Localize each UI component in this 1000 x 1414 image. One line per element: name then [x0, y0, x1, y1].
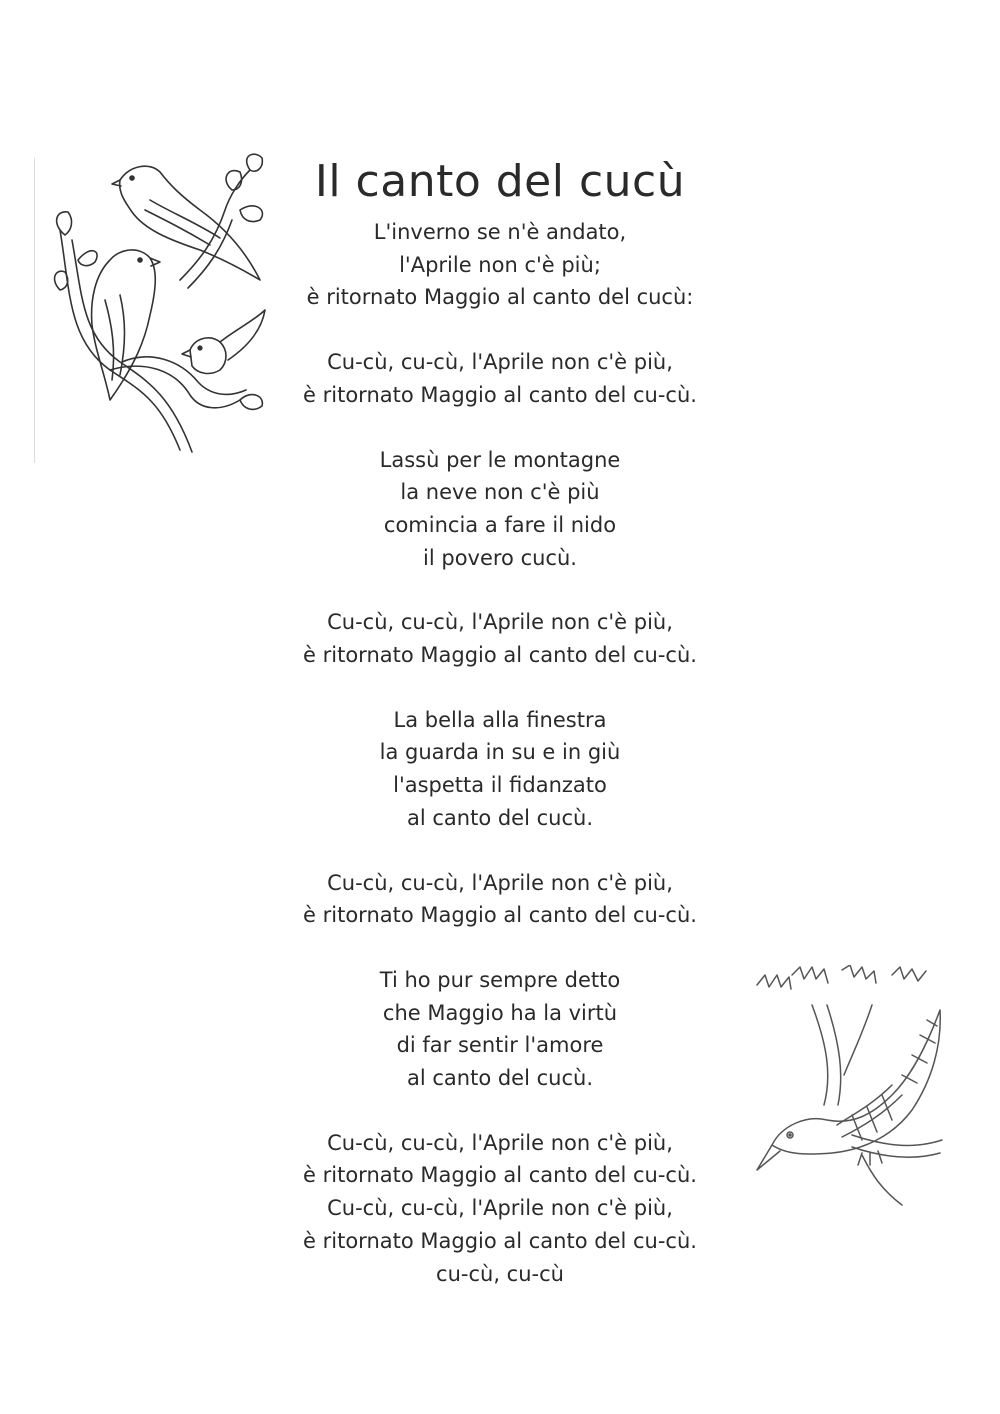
poem-line: Lassù per le montagne: [379, 447, 621, 472]
poem-line: è ritornato Maggio al canto del cu-cù.: [303, 382, 697, 407]
poem-line: che Maggio ha la virtù: [382, 1000, 618, 1025]
poem-line: comincia a fare il nido: [383, 512, 617, 537]
poem-line: Cu-cù, cu-cù, l'Aprile non c'è più,: [327, 1196, 673, 1221]
poem-line: al canto del cucù.: [406, 1066, 593, 1091]
poem-line: è ritornato Maggio al canto del cu-cù.: [303, 903, 697, 928]
poem-line: L'inverno se n'è andato,: [373, 220, 627, 244]
poem-line: il povero cucù.: [423, 545, 577, 570]
stanza: [200, 346, 800, 411]
poem-line: Cu-cù, cu-cù, l'Aprile non c'è più,: [327, 870, 673, 895]
birds-on-branch-illustration: [50, 150, 275, 460]
poem-line: l'aspetta il fidanzato: [393, 773, 607, 798]
poem-line: è ritornato Maggio al canto del cucù:: [306, 285, 694, 310]
poem-line: è ritornato Maggio al canto del cu-cù.: [303, 1228, 697, 1253]
poem-line: al canto del cucù.: [406, 805, 593, 830]
poem-line: Cu-cù, cu-cù, l'Aprile non c'è più,: [327, 1130, 673, 1155]
stanza: [200, 444, 800, 575]
stanza: [200, 964, 800, 1095]
poem-line: la neve non c'è più: [400, 480, 600, 505]
cuckoo-illustration: [752, 965, 947, 1215]
poem-line: è ritornato Maggio al canto del cu-cù.: [303, 1163, 697, 1188]
page-title: Il canto del cucù: [314, 156, 686, 208]
poem-line: Cu-cù, cu-cù, l'Aprile non c'è più,: [327, 350, 673, 375]
poem-line: di far sentir l'amore: [396, 1033, 604, 1058]
stanza: [200, 606, 800, 671]
poem-line: l'Aprile non c'è più;: [399, 252, 601, 277]
poem-line: Ti ho pur sempre detto: [379, 967, 621, 992]
stanza: [200, 1127, 800, 1291]
stanza: [200, 867, 800, 932]
poem-line: la guarda in su e in giù: [379, 740, 621, 765]
stanza: [200, 216, 800, 314]
poem-line: è ritornato Maggio al canto del cu-cù.: [303, 643, 697, 668]
poem-line: La bella alla finestra: [393, 707, 607, 732]
poem-line: cu-cù, cu-cù: [436, 1261, 564, 1286]
poem-line: Cu-cù, cu-cù, l'Aprile non c'è più,: [327, 610, 673, 635]
stanza: [200, 704, 800, 835]
poem: [200, 216, 800, 1322]
